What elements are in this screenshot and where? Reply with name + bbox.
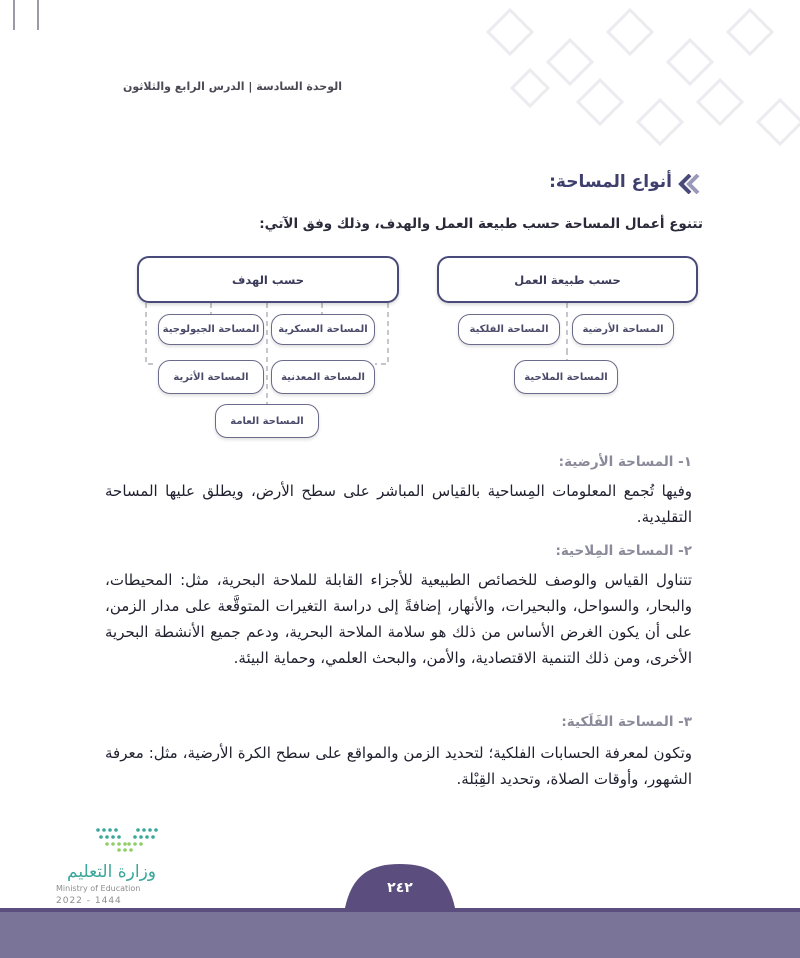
- diagram-connectors: [0, 0, 800, 460]
- section-intro: تتنوع أعمال المساحة حسب طبيعة العمل والهدف، وذلك وفق الآتي:: [259, 216, 703, 232]
- ministry-name-arabic: وزارة التعليم: [67, 862, 156, 882]
- diagram-item-astronomical-survey: المساحة الفلكية: [458, 314, 560, 345]
- diagram-item-geological-survey: المساحة الجيولوجية: [158, 314, 264, 345]
- diagram-item-military-survey: المساحة العسكرية: [271, 314, 375, 345]
- footer-band: [0, 850, 800, 958]
- diagram-item-ground-survey: المساحة الأرضية: [572, 314, 674, 345]
- unit-lesson-header: الوحدة السادسة | الدرس الرابع والثلاثون: [122, 80, 342, 93]
- page-number: ٢٤٢: [387, 880, 413, 896]
- subsection-title-navigational: ٢- المساحة المِلاحية:: [555, 543, 692, 559]
- diagram-item-general-survey: المساحة العامة: [215, 404, 319, 438]
- subsection-body-astronomical: وتكون لمعرفة الحسابات الفلكية؛ لتحديد الزمن والمواقع على سطح الكرة الأرضية، مثل: معرفة الشهور، وأوقات الصلاة، وتحديد القِبْلة.: [105, 744, 692, 788]
- diagram-item-navigational-survey: المساحة الملاحية: [514, 360, 618, 394]
- diagram-item-mining-survey: المساحة المعدنية: [271, 360, 375, 394]
- ministry-year: 2022 - 1444: [56, 896, 122, 906]
- ministry-name-english: Ministry of Education: [56, 884, 141, 893]
- subsection-title-ground: ١- المساحة الأرضية:: [558, 454, 692, 470]
- section-title: أنواع المساحة:: [549, 172, 672, 192]
- diagram-item-archaeological-survey: المساحة الأثرية: [158, 360, 264, 394]
- ministry-dots-logo-icon: [94, 826, 160, 852]
- subsection-title-astronomical: ٣- المساحة الفَلَكية:: [561, 714, 692, 730]
- diagram-by-goal-box: حسب الهدف: [137, 256, 399, 303]
- subsection-body-navigational: تتناول القياس والوصف للخصائص الطبيعية للأجزاء القابلة للملاحة البحرية، مثل: المحيطات، والبحار، والسواحل، والبحيرات، والأنهار، إضافةً إلى دراسة التغيرات المتوقَّعة على مدار الزمن، على أن يكون الغرض الأساس من ذلك هو سلامة الملاحة البحرية، ودعم جميع الأنشطة البحرية الأخرى، ومن ذلك التنمية الاقتصادية، والأمن، والبحث العلمي، وحماية البيئة.: [105, 571, 692, 667]
- diagram-by-work-box: حسب طبيعة العمل: [437, 256, 698, 303]
- subsection-body-ground: وفيها تُجمع المعلومات المِساحية بالقياس المباشر على سطح الأرض، ويطلق عليها المساحة التقليدية.: [105, 482, 692, 526]
